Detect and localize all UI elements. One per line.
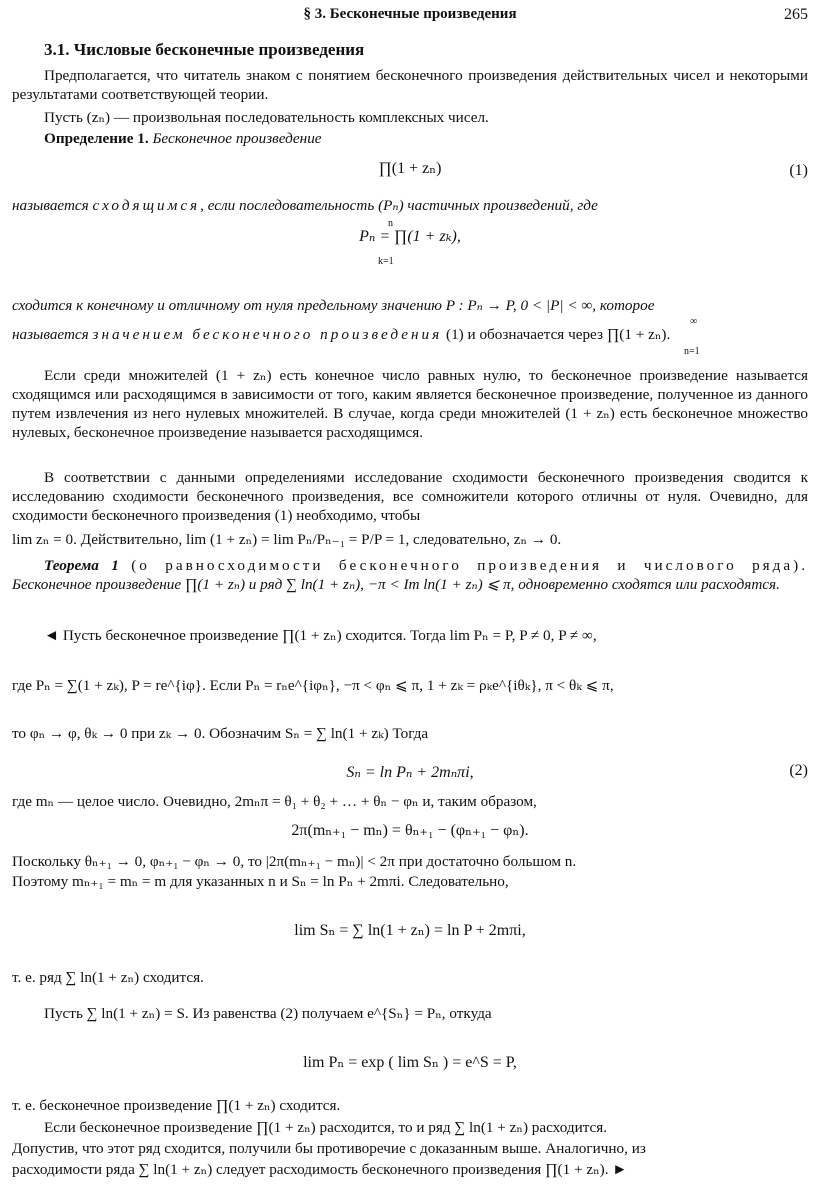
header-title: § 3. Бесконечные произведения (303, 6, 517, 22)
proof-line-8: Пусть ∑ ln(1 + zₙ) = S. Из равенства (2) получаем e^{Sₙ} = Pₙ, откуда (44, 1005, 492, 1022)
equation-1: ∏(1 + zₙ) (378, 160, 442, 177)
equation-partial-product: Pₙ = ∏(1 + zₖ), n k=1 (359, 218, 461, 267)
proof-line-3: то φₙ → φ, θₖ → 0 при zₖ → 0. Обозначим Sₙ = ∑ ln(1 + zₖ) Тогда (12, 725, 429, 742)
necessity-formula: lim zₙ = 0. Действительно, lim (1 + zₙ) = lim Pₙ/Pₙ₋₁ = P/P = 1, следовательно, zₙ → 0. (12, 531, 562, 548)
definition-line-2: сходится к конечному и отличному от нуля предельному значению P : Pₙ → P, 0 < |P| < ∞, которое (12, 297, 655, 314)
term-convergent: сходящимся (92, 197, 201, 214)
theorem-title: (о равносходимости бесконечного произведения и числового ряда). (131, 557, 808, 574)
notation-upper: ∞ (690, 316, 698, 327)
proof-line-6: Поэтому mₙ₊₁ = mₙ = m для указанных n и Sₙ = ln Pₙ + 2mπi. Следовательно, (12, 873, 509, 890)
proof-line-1: ◄ Пусть бесконечное произведение ∏(1 + zₙ) сходится. Тогда lim Pₙ = P, P ≠ 0, P ≠ ∞, (44, 627, 597, 644)
equation-2-number: (2) (789, 762, 808, 779)
theorem-1 (12, 556, 808, 594)
equation-3: 2π(mₙ₊₁ − mₙ) = θₙ₊₁ − (φₙ₊₁ − φₙ). (291, 822, 529, 839)
theorem-statement: Бесконечное произведение ∏(1 + zₙ) и ряд ∑ ln(1 + zₙ), −π < Im ln(1 + zₙ) ⩽ π, одновременно сходятся или расходятся. (12, 576, 780, 593)
definition-1 (12, 129, 808, 148)
page-number: 265 (784, 6, 808, 23)
theorem-label: Теорема 1 (44, 557, 119, 574)
definition-continuation: называется сходящимся, если последовательность (Pₙ) частичных произведений, где (12, 197, 598, 214)
equation-4: lim Sₙ = ∑ ln(1 + zₙ) = ln P + 2mπi, (294, 922, 526, 939)
running-header (0, 4, 820, 28)
paragraph-zero-factors: Если среди множителей (1 + zₙ) есть конечное число равных нулю, то бесконечное произведение называется сходящимся или расходящимся в зависимости от того, каким является бесконечное произведение, полученное из данного путем извлечения из него нулевых множителей. В случае, когда среди множителей (1 + zₙ) есть бесконечное множество нулевых, бесконечное произведение называется расходящимся. (12, 367, 808, 441)
proof-line-5: Поскольку θₙ₊₁ → 0, φₙ₊₁ − φₙ → 0, то |2π(mₙ₊₁ − mₙ)| < 2π при достаточно большом n. (12, 853, 577, 870)
partial-product-upper: n (388, 218, 393, 229)
proof-line-7: т. е. ряд ∑ ln(1 + zₙ) сходится. (12, 969, 204, 986)
proof-line-4: где mₙ — целое число. Очевидно, 2mₙπ = θ₁ + θ₂ + … + θₙ − φₙ и, таким образом, (12, 793, 537, 810)
section-title: 3.1. Числовые бесконечные произведения (44, 40, 365, 59)
proof-line-10: Если бесконечное произведение ∏(1 + zₙ) расходится, то и ряд ∑ ln(1 + zₙ) расходится. (44, 1119, 608, 1136)
definition-line-3: называется значением бесконечного произведения (1) и обозначается через ∏(1 + zₙ). (12, 326, 671, 343)
definition-label: Определение 1. (44, 130, 149, 147)
paragraph-sequence: Пусть (zₙ) — произвольная последовательность комплексных чисел. (44, 109, 489, 126)
proof-line-12: расходимости ряда ∑ ln(1 + zₙ) следует расходимость бесконечного произведения ∏(1 + zₙ). ► (12, 1161, 628, 1178)
equation-2: Sₙ = ln Pₙ + 2mₙπi, (346, 764, 474, 781)
partial-product-lower: k=1 (378, 256, 394, 267)
term-value: значением бесконечного произведения (92, 326, 443, 343)
equation-5: lim Pₙ = exp ( lim Sₙ ) = e^S = P, (303, 1054, 517, 1071)
definition-text: Бесконечное произведение (152, 130, 322, 147)
paragraph-necessity: В соответствии с данными определениями исследование сходимости бесконечного произведения сводится к исследованию сходимости бесконечного произведения, все сомножители которого отличны от нуля. Очевидно, для сходимости бесконечного произведения (1) необходимо, чтобы (12, 469, 808, 524)
notation-lower: n=1 (684, 346, 700, 357)
proof-line-9: т. е. бесконечное произведение ∏(1 + zₙ) сходится. (12, 1097, 341, 1114)
product-notation: ∏(1 + zₙ). (606, 326, 671, 343)
equation-1-number: (1) (789, 162, 808, 179)
proof-line-2: где Pₙ = ∑(1 + zₖ), P = re^{iφ}. Если Pₙ = rₙe^{iφₙ}, −π < φₙ ⩽ π, 1 + zₖ = ρₖe^{iθₖ}, π < θₖ ⩽ π, (12, 677, 614, 694)
proof-line-11: Допустив, что этот ряд сходится, получили бы противоречие с доказанным выше. Аналогично, из (12, 1140, 646, 1157)
paragraph-intro: Предполагается, что читатель знаком с понятием бесконечного произведения действительных чисел и некоторыми результатами соответствующей теории. (12, 67, 808, 103)
